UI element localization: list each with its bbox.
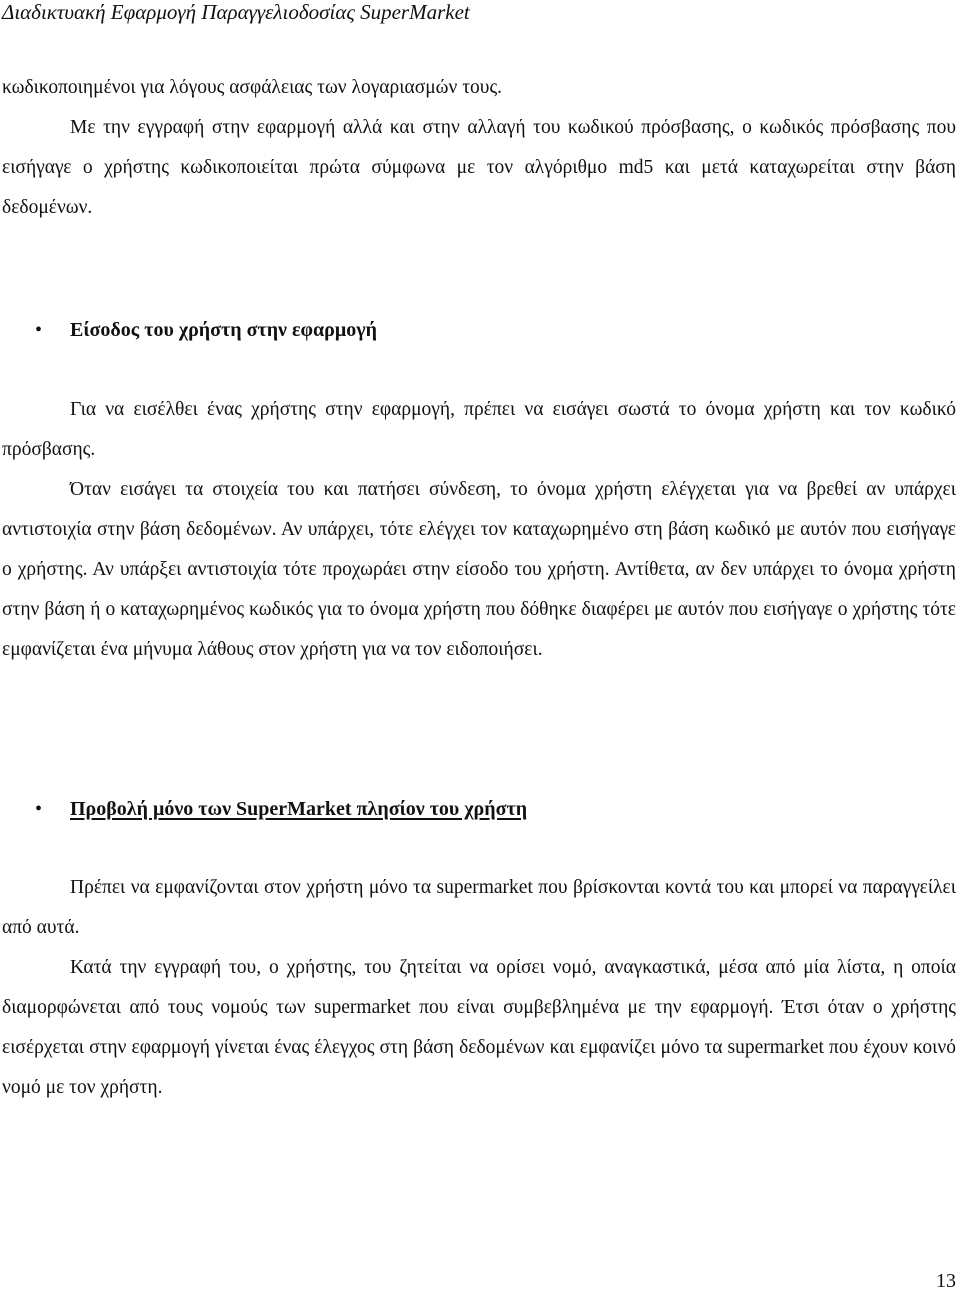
bullet-supermarkets: • xyxy=(35,798,43,820)
heading-login: Είσοδος του χρήστη στην εφαρμογή xyxy=(70,319,377,341)
document-header: Διαδικτυακή Εφαρμογή Παραγγελιοδοσίας SuperMarket xyxy=(2,0,470,24)
intro-paragraph-1: κωδικοποιημένοι για λόγους ασφάλειας των λογαριασμών τους. xyxy=(2,77,503,98)
intro-paragraph-2: Με την εγγραφή στην εφαρμογή αλλά και στην αλλαγή του κωδικού πρόσβασης, ο κωδικός πρόσβασης που εισήγαγε ο χρήστης κωδικοποιείται πρώτα σύμφωνα με τον αλγόριθμο md5 και μετά καταχωρείται στην βάση δεδομένων. xyxy=(2,117,956,218)
heading-supermarkets: Προβολή μόνο των SuperMarket πλησίον του χρήστη xyxy=(70,798,528,820)
bullet-login: • xyxy=(35,319,43,341)
supermarkets-paragraph-2: Κατά την εγγραφή του, ο χρήστης, του ζητείται να ορίσει νομό, αναγκαστικά, μέσα από μία λίστα, η οποία διαμορφώνεται από τους νομούς των supermarket που είναι συμβεβλημένα με την εφαρμογή. Έτσι όταν ο χρήστης εισέρχεται στην εφαρμογή γίνεται ένας έλεγχος στη βάση δεδομένων και εμφανίζει μόνο τα supermarket που έχουν κοινό νομό με τον χρήστη. xyxy=(2,957,956,1098)
supermarkets-paragraph-1: Πρέπει να εμφανίζονται στον χρήστη μόνο τα supermarket που βρίσκονται κοντά του και μπορεί να παραγγείλει από αυτά. xyxy=(2,877,956,938)
login-paragraph-2: Όταν εισάγει τα στοιχεία του και πατήσει σύνδεση, το όνομα χρήστη ελέγχεται για να βρεθεί αν υπάρχει αντιστοιχία στην βάση δεδομένων. Αν υπάρχει, τότε ελέγχει τον καταχωρημένο στη βάση κωδικό με αυτόν που εισήγαγε ο χρήστης. Αν υπάρξει αντιστοιχία τότε προχωράει στην είσοδο του χρήστη. Αντίθετα, αν δεν υπάρχει το όνομα χρήστη στην βάση ή ο καταχωρημένος κωδικός για το όνομα χρήστη που δόθηκε διαφέρει με αυτόν που εισήγαγε ο χρήστης τότε εμφανίζεται ένα μήνυμα λάθους στον χρήστη για να τον ειδοποιήσει. xyxy=(2,479,956,660)
page-number: 13 xyxy=(936,1270,956,1292)
login-paragraph-1: Για να εισέλθει ένας χρήστης στην εφαρμογή, πρέπει να εισάγει σωστά το όνομα χρήστη και τον κωδικό πρόσβασης. xyxy=(2,399,956,460)
